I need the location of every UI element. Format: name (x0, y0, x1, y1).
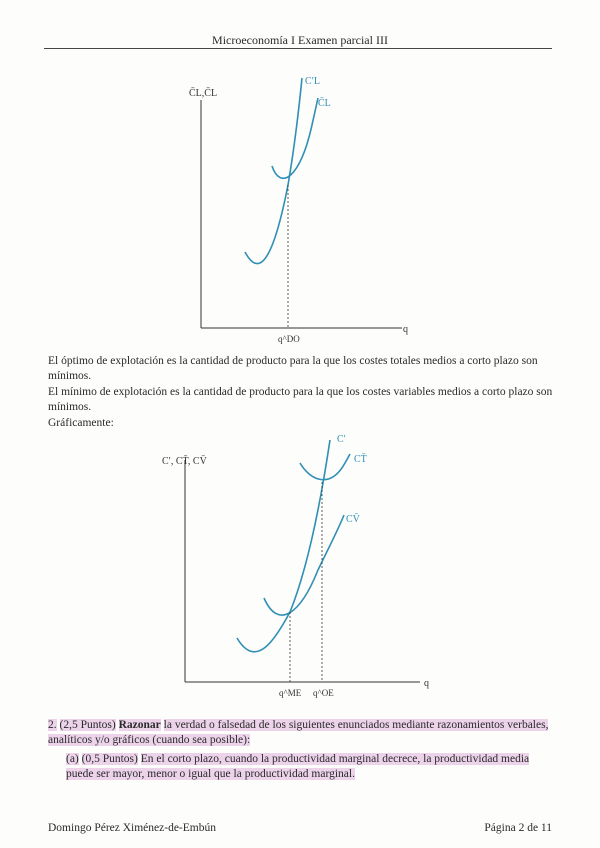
page-header-title: Microeconomía I Examen parcial III (212, 33, 388, 47)
question-2 (48, 718, 558, 748)
figure-2-tick-qoe: q^OE (313, 688, 334, 698)
footer-page-number: Página 2 de 11 (484, 822, 552, 834)
figure-1-tick-qdo: q^DO (278, 334, 300, 344)
figure-2-curve-label-total: CT̄ (354, 454, 367, 465)
question-2-statement: la verdad o falsedad de los siguientes enunciados mediante razonamientos verbales, analíticos y/o gráficos (cuando sea posible): (48, 719, 549, 746)
figure-2-curve-label-variable: CV̄ (346, 514, 360, 525)
question-2a-points: (0,5 Puntos) (81, 753, 138, 765)
question-2a-label: (a) (66, 753, 79, 765)
figure-1-y-label: C̄L,C̄L (189, 88, 218, 99)
figure-1-x-label: q (403, 324, 408, 335)
header-rule (44, 48, 552, 49)
paragraph-minimo: El mínimo de explotación es la cantidad de producto para la que los costes variables medios a corto plazo son mínimos. (48, 386, 553, 413)
figure-2-curve-label-marginal: C′ (337, 434, 346, 445)
figure-2-cost-curves (0, 430, 600, 700)
footer-author: Domingo Pérez Ximénez-de-Embún (48, 822, 216, 834)
question-2a (66, 752, 556, 782)
figure-1-cost-curves (0, 70, 600, 370)
question-2-number: 2. (48, 719, 57, 731)
question-2-lead: Razonar (118, 719, 161, 731)
figure-2-tick-qme: q^ME (279, 688, 302, 698)
figure-2-marginal-cost-curve (237, 440, 330, 652)
figure-1-curve-label-average: C̄L (318, 98, 331, 109)
figure-1-curve-label-marginal: C′L (305, 76, 320, 87)
question-2a-text: En el corto plazo, cuando la productividad marginal decrece, la productividad media puede ser mayor, menor o igual que la productividad marginal. (66, 753, 530, 780)
figure-2-average-variable-cost-curve (264, 515, 344, 615)
paragraph-graficamente: Gráficamente: (48, 417, 114, 429)
question-2-points: (2,5 Puntos) (59, 719, 116, 731)
paragraph-optimo: El óptimo de explotación es la cantidad de producto para la que los costes totales medios a corto plazo son mínimos. (48, 355, 538, 382)
figure-2-x-label: q (424, 678, 429, 689)
figure-2-y-label: C′, CT̄, CV̄ (162, 456, 207, 467)
